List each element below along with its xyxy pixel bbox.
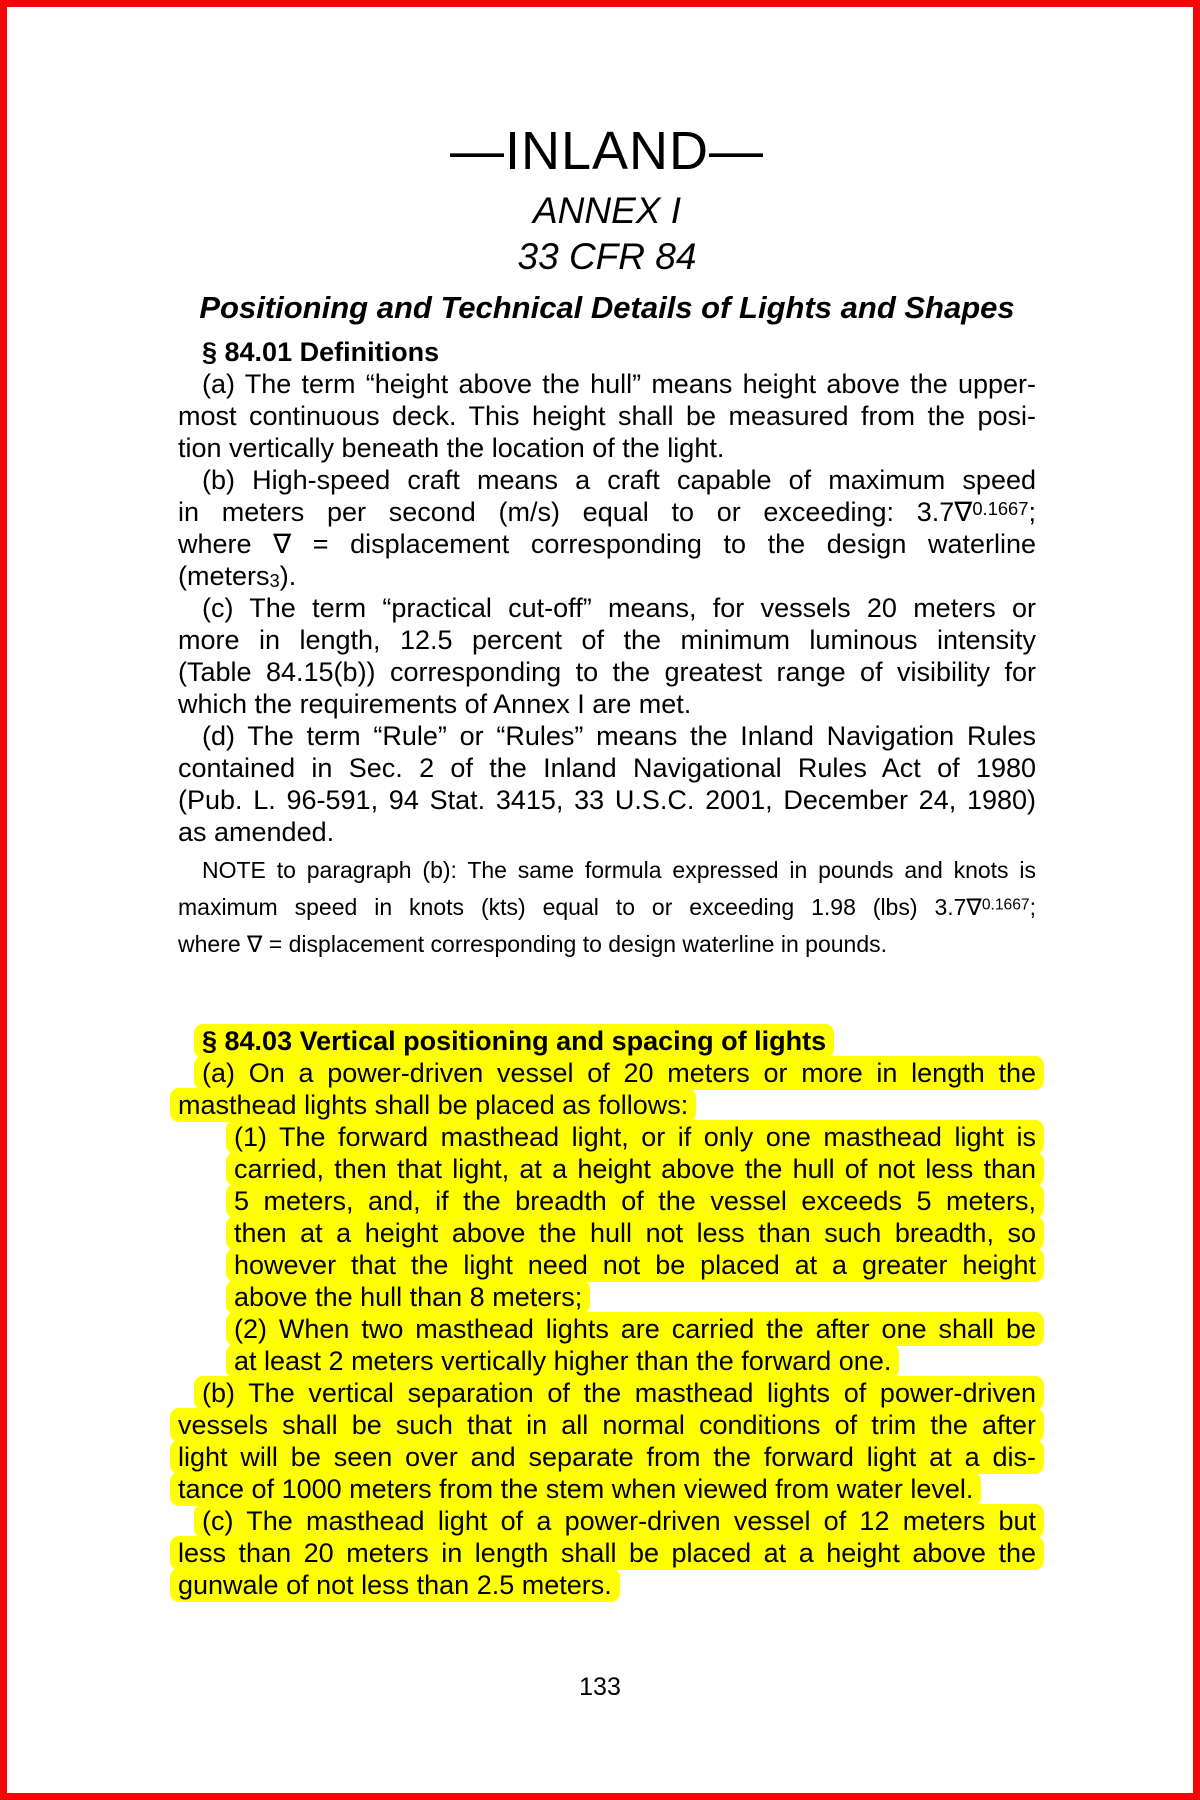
section-heading [178,1025,1036,1057]
text-line [178,852,1036,889]
text-line [178,464,1036,496]
superscript: 0.1667 [972,497,1029,519]
text-line [178,816,1036,848]
document-body [178,336,1036,1601]
text-line [178,720,1036,752]
highlight-span [170,1088,696,1122]
text-line [234,1249,1036,1281]
paragraph [178,1377,1036,1505]
text-run: 5 meters, and, if the breadth of the vessel exceeds 5 meters, [234,1186,1036,1216]
text-run: ; [1029,894,1036,920]
highlight-span [226,1216,1044,1250]
paragraph [178,1057,1036,1121]
text-line [178,624,1036,656]
text-line [178,496,1036,528]
text-line [234,1153,1036,1185]
highlight-span [226,1280,590,1314]
text-line [178,1377,1036,1409]
text-run: contained in Sec. 2 of the Inland Navigational Rules Act of 1980 [178,753,1036,783]
text-run: maximum speed in knots (kts) equal to or exceeding 1.98 (lbs) 3.7∇ [178,894,982,920]
text-run: § 84.01 Definitions [202,337,440,367]
text-run: masthead lights shall be placed as follows: [178,1090,689,1120]
note-paragraph [178,852,1036,963]
highlight-span [226,1184,1044,1218]
text-line [234,1313,1036,1345]
text-run: ). [279,561,297,591]
highlight-span [226,1120,1044,1154]
text-line [178,1537,1036,1569]
text-run: (1) The forward masthead light, or if only one masthead light is [234,1122,1036,1152]
annex-title: ANNEX I [532,190,682,231]
text-line [178,1409,1036,1441]
document-header [178,122,1036,328]
text-line [178,368,1036,400]
paragraph [178,1505,1036,1601]
text-line [178,1569,1036,1601]
paragraph [178,592,1036,720]
text-line [178,528,1036,560]
text-run: ; [1028,497,1036,527]
text-run: light will be seen over and separate from the forward light at a dis- [178,1442,1036,1472]
text-line [178,688,1036,720]
text-line [234,1185,1036,1217]
paragraph [178,720,1036,848]
text-run: (a) The term “height above the hull” means height above the upper- [202,369,1036,399]
text-run: less than 20 meters in length shall be placed at a height above the [178,1538,1036,1568]
text-run: more in length, 12.5 percent of the minimum luminous intensity [178,625,1036,655]
text-run: (meters [178,561,270,591]
text-line [234,1345,1036,1377]
text-line [178,1057,1036,1089]
highlight-span [170,1472,981,1506]
highlight-span [170,1440,1044,1474]
superscript: 0.1667 [981,896,1030,914]
text-run: in meters per second (m/s) equal to or exceeding: 3.7∇ [178,497,973,527]
highlight-span [226,1248,1044,1282]
document-subtitle: Positioning and Technical Details of Lights and Shapes [199,290,1015,325]
text-run: where ∇ = displacement corresponding to design waterline in pounds. [178,931,888,957]
text-run: above the hull than 8 meters; [234,1282,583,1312]
text-run: then at a height above the hull not less than such breadth, so [234,1218,1036,1248]
text-run: vessels shall be such that in all normal conditions of trim the after [178,1410,1036,1440]
text-run: (c) The term “practical cut-off” means, for vessels 20 meters or [202,593,1036,623]
paragraph [234,1121,1036,1313]
highlight-span [226,1312,1044,1346]
text-run: (d) The term “Rule” or “Rules” means the Inland Navigation Rules [202,721,1036,751]
text-run: (a) On a power-driven vessel of 20 meters or more in length the [202,1058,1036,1088]
text-run: tance of 1000 meters from the stem when viewed from water level. [178,1474,974,1504]
text-run: § 84.03 Vertical positioning and spacing of lights [202,1026,827,1056]
document-page [178,122,1036,1601]
text-line [178,889,1036,926]
text-line [178,656,1036,688]
paragraph [234,1313,1036,1377]
text-line [178,752,1036,784]
highlight-span [194,1056,1044,1090]
text-run: which the requirements of Annex I are met. [178,689,692,719]
text-line [234,1281,1036,1313]
text-line [234,1217,1036,1249]
cfr-title: 33 CFR 84 [517,236,697,277]
highlight-span [226,1344,899,1378]
text-line [178,1441,1036,1473]
text-line [178,592,1036,624]
highlight-span [226,1152,1044,1186]
text-run: (Table 84.15(b)) corresponding to the greatest range of visibility for [178,657,1036,687]
text-run: (c) The masthead light of a power-driven vessel of 12 meters but [202,1506,1036,1536]
highlight-span [170,1536,1044,1570]
text-run: however that the light need not be placed at a greater height [234,1250,1036,1280]
text-run: tion vertically beneath the location of the light. [178,433,725,463]
paragraph [178,464,1036,592]
page-title: —INLAND— [449,121,765,181]
text-line [234,1121,1036,1153]
section-heading [178,336,1036,368]
text-run: as amended. [178,817,335,847]
text-run: (b) The vertical separation of the masthead lights of power-driven [202,1378,1036,1408]
text-line [178,784,1036,816]
text-run: carried, then that light, at a height above the hull of not less than [234,1154,1036,1184]
highlight-span [170,1568,620,1602]
text-line [178,1505,1036,1537]
text-line [178,432,1036,464]
text-line [178,1089,1036,1121]
text-line [178,926,1036,963]
text-run: NOTE to paragraph (b): The same formula expressed in pounds and knots is [202,857,1036,883]
text-run: gunwale of not less than 2.5 meters. [178,1570,612,1600]
text-line [178,1473,1036,1505]
paragraph [178,368,1036,464]
page-number: 133 [579,1673,621,1701]
highlight-span [194,1376,1044,1410]
highlight-span [194,1504,1044,1538]
text-line [178,560,1036,592]
highlight-span [170,1408,1044,1442]
text-run: where ∇ = displacement corresponding to the design waterline [178,529,1036,559]
subscript: 3 [269,569,280,591]
text-run: (Pub. L. 96-591, 94 Stat. 3415, 33 U.S.C. 2001, December 24, 1980) [178,785,1036,815]
text-run: (b) High-speed craft means a craft capable of maximum speed [202,465,1036,495]
highlight-span [194,1024,834,1058]
text-line [178,400,1036,432]
text-run: (2) When two masthead lights are carried the after one shall be [234,1314,1036,1344]
text-run: at least 2 meters vertically higher than the forward one. [234,1346,892,1376]
text-run: most continuous deck. This height shall be measured from the posi- [178,401,1036,431]
